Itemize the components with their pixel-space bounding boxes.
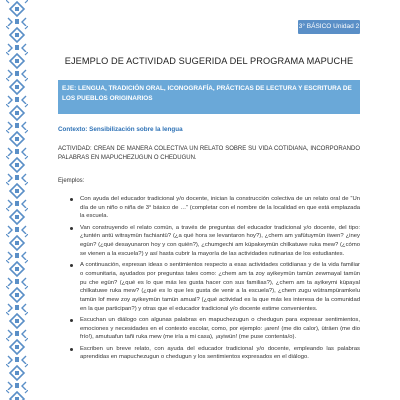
list-item xyxy=(70,261,360,313)
activity-description: ACTIVIDAD: CREAN DE MANERA COLECTIVA UN RELATO SOBRE SU VIDA COTIDIANA, INCORPORANDO PALABRAS EN MAPUCHEZUGUN O CHEDUGUN. xyxy=(58,146,360,161)
context-value: Sensibilización sobre la lengua xyxy=(89,126,183,133)
mapuche-pattern-icon xyxy=(6,0,28,400)
bullet-icon xyxy=(70,264,73,267)
list-item xyxy=(70,316,360,342)
list-item xyxy=(70,195,360,221)
list-item-text: Escriben un breve relato, con ayuda del educador tradicional y/o docente, empleando las palabras aprendidas en mapuchezugun o chedugun y los sentimientos expresados en el diálogo. xyxy=(80,345,360,361)
bullet-icon xyxy=(70,348,73,351)
list-item-text: Escuchan un diálogo con algunas palabras en mapuchezugun o chedugun para expresar sentimientos, emociones y necesidades en el contexto escolar, como, por ejemplo: ¡aren! (me dio calor), üträen (me dio frío!), amutuafun tañi ruka mew (me iría a mi casa), ¡ayiwün! (me puse contenta/o). xyxy=(80,316,360,341)
list-item-text: Con ayuda del educador tradicional y/o docente, inician la construcción colectiva de un relato oral de “Un día de un niño o niña de 3° básico de …” (completar con el nombre de la localidad en que está emplazada la escuela. xyxy=(80,196,360,220)
context-label: Contexto: xyxy=(58,126,88,133)
list-item xyxy=(70,345,360,362)
bullet-icon xyxy=(70,319,73,322)
bullet-icon xyxy=(70,198,73,201)
examples-label: Ejemplos: xyxy=(58,178,85,184)
list-item xyxy=(70,224,360,259)
examples-list xyxy=(70,195,360,365)
context-line xyxy=(58,126,183,133)
list-item-text: A continuación, expresan ideas o sentimientos respecto a esas actividades cotidianas y de la vida familiar o comunitaria, ayudados por preguntas tales como: ¿chem am ta zoy ayikeymün tamün zewmayal tamün pu che egün? (¿qué es lo que más les gusta hacer con sus familias?), ¿chem am ta ayikeymi küpayal chilkatuwe ruka mew? (¿qué es lo que les gusta de venir a la escuela?), ¿chem zugu wütrampüramkelu tamün lof mew zoy ayikeymün tamün amual? (¿qué actividad es la que más les interesa de la comunidad en la que participan?) y otras que el educador tradicional y/o docente estime convenientes. xyxy=(80,262,360,312)
page-title: EJEMPLO DE ACTIVIDAD SUGERIDA DEL PROGRAMA MAPUCHE xyxy=(64,56,354,66)
decorative-border xyxy=(0,0,34,400)
unit-badge: 3° BÁSICO Unidad 2 xyxy=(298,20,360,34)
axis-banner xyxy=(58,80,360,114)
bullet-icon xyxy=(70,227,73,230)
list-item-text: Van construyendo el relato común, a través de preguntas del educador tradicional y/o docente, del tipo: ¿tuntén antü witraymün fachiantü? (¿a qué hora se levantaron hoy?), ¿chem am yafütuymün iiwen? ¿iney egün? (¿qué desayunaron hoy y con quién?), ¿chumgechi am küpakeymün chilkatuwe ruka mew? (¿cómo se vienen a la escuela?) y así hasta cubrir la mayoría de las actividades rutinarias de los estudiantes. xyxy=(80,224,360,257)
axis-text: EJE: LENGUA, TRADICIÓN ORAL, ICONOGRAFÍA, PRÁCTICAS DE LECTURA Y ESCRITURA DE LOS PUEBLOS ORIGINARIOS xyxy=(62,85,352,102)
